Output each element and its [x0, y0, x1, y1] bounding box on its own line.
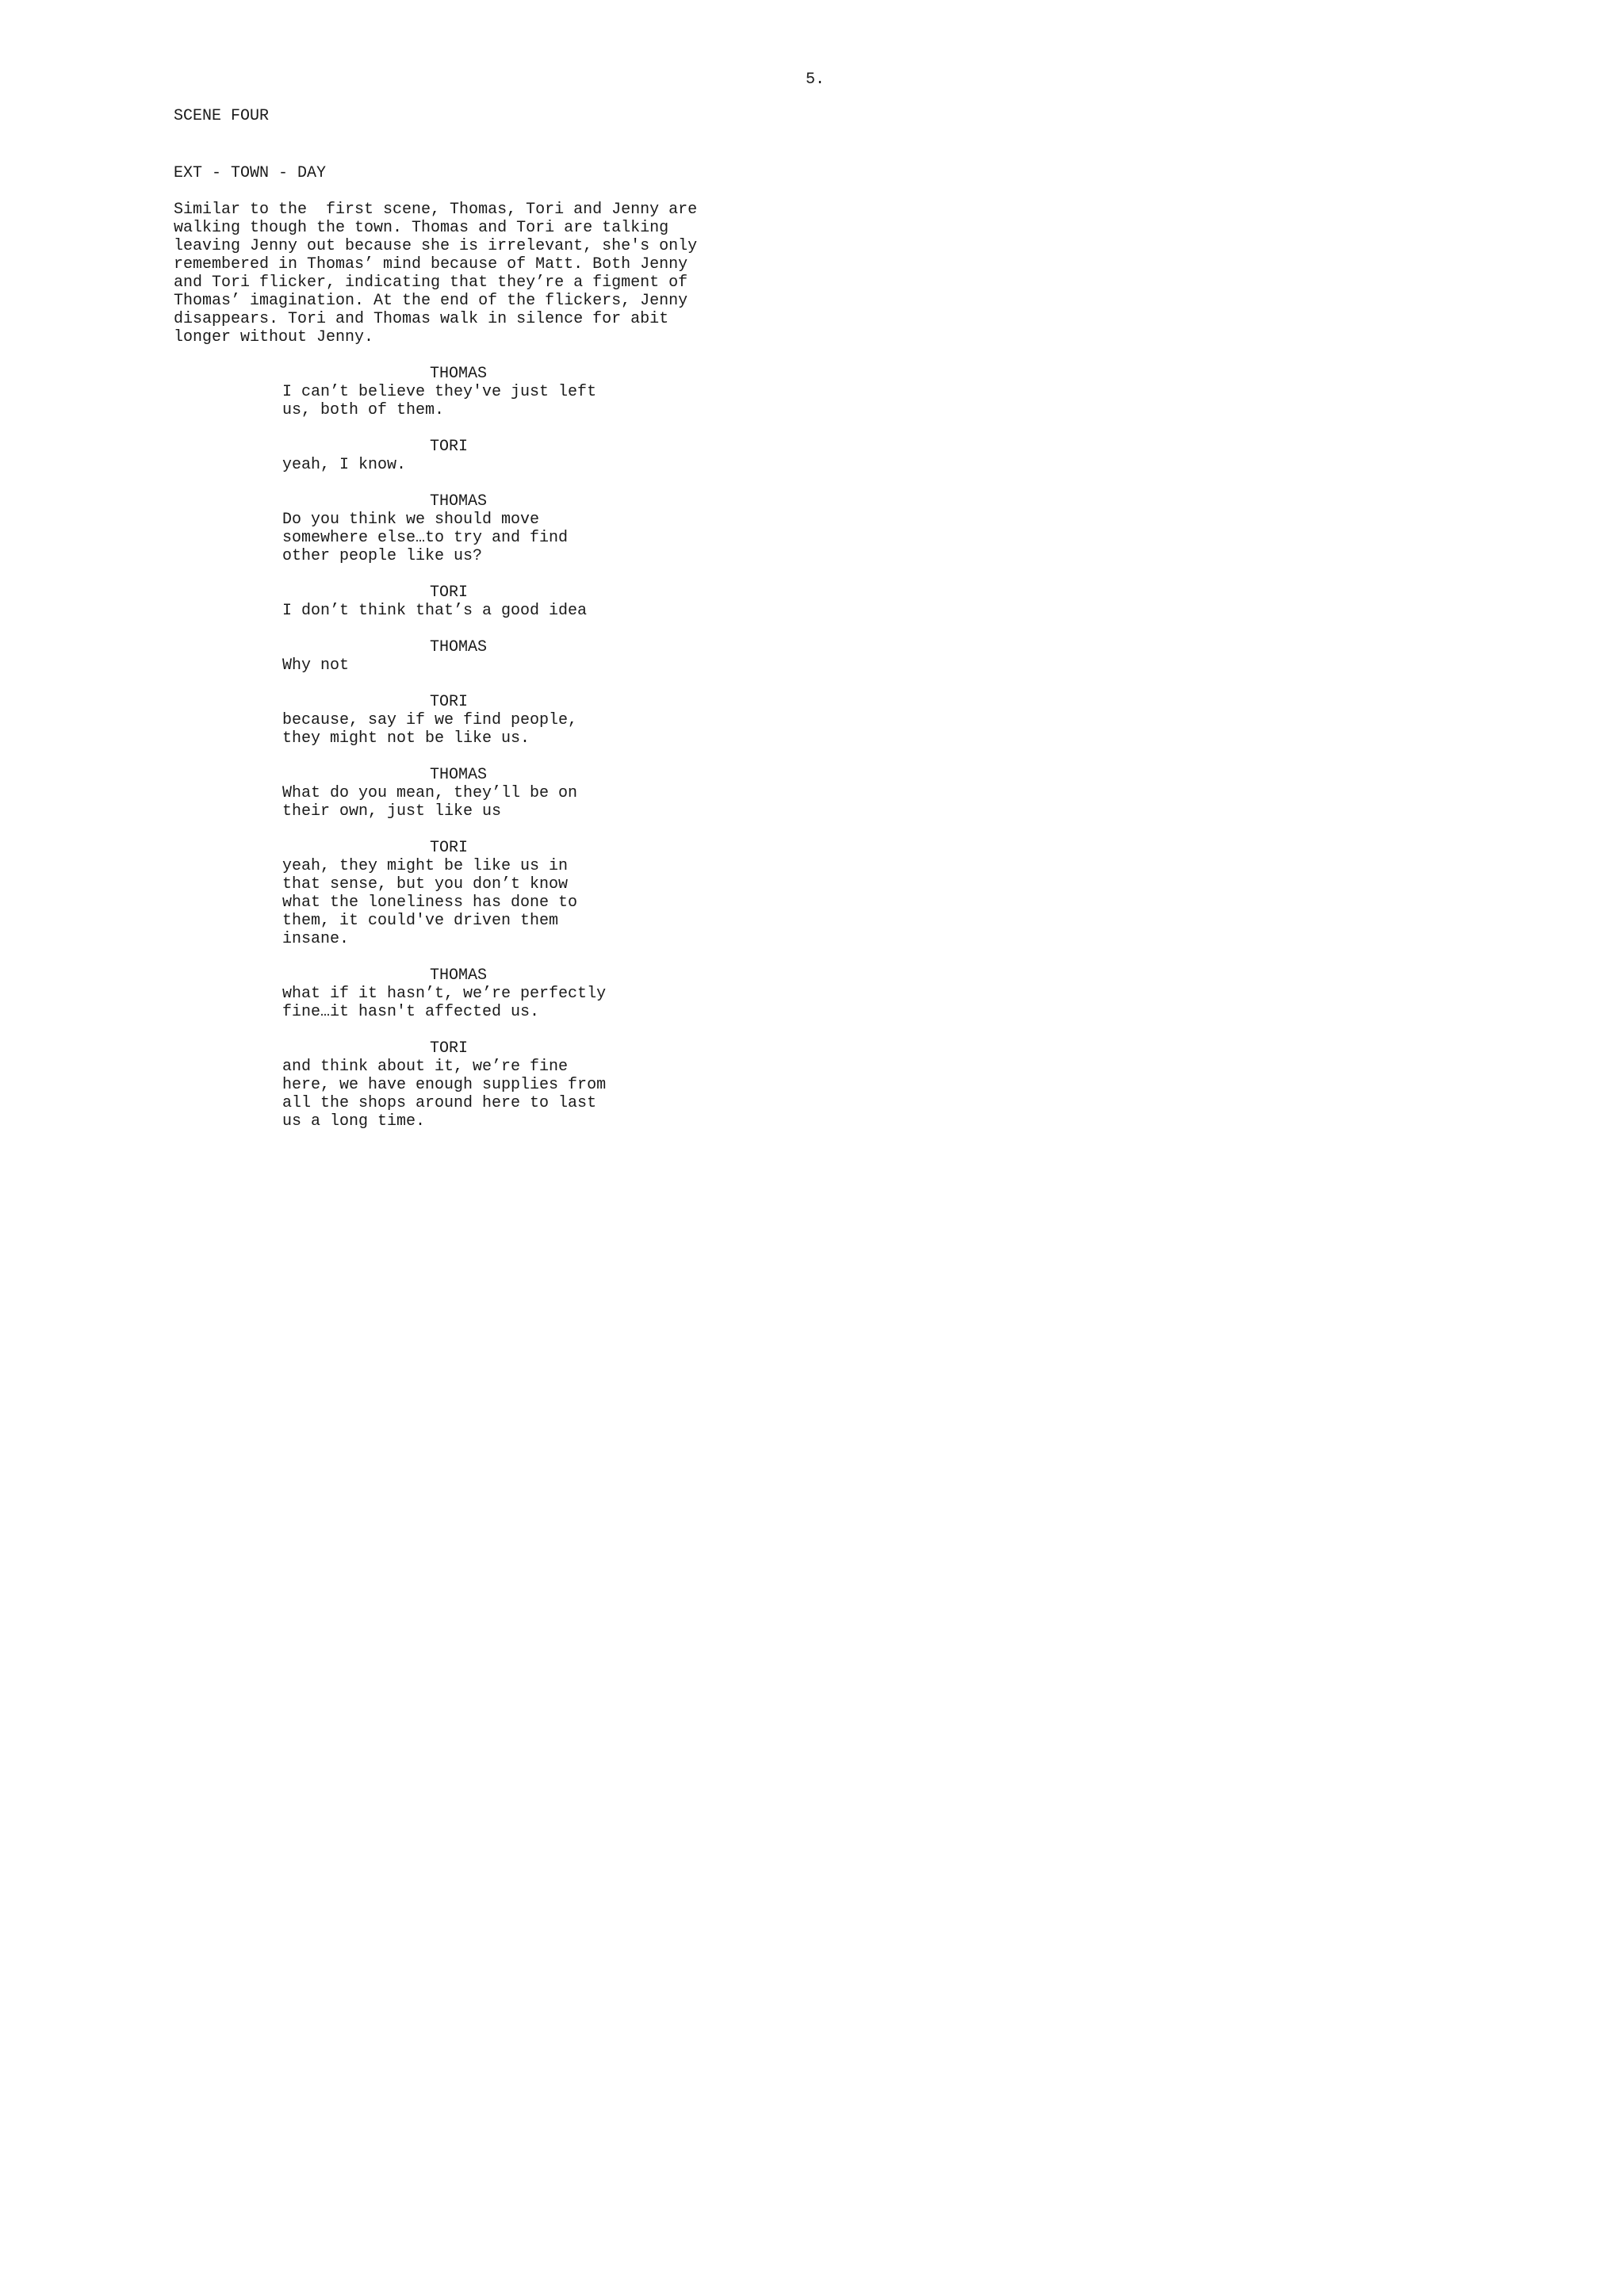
dialogue-block	[0, 584, 872, 620]
character-name: THOMAS	[430, 966, 488, 985]
dialogue-line: us, both of them.	[282, 401, 445, 419]
character-name: TORI	[430, 438, 469, 456]
dialogue-block	[0, 839, 872, 948]
dialogue-line: that sense, but you don’t know	[282, 875, 569, 894]
action-line: longer without Jenny.	[174, 328, 374, 346]
character-name: THOMAS	[430, 766, 488, 784]
dialogue-line: I don’t think that’s a good idea	[282, 602, 588, 620]
character-name: TORI	[430, 1039, 469, 1058]
action-line: disappears. Tori and Thomas walk in silence for abit	[174, 310, 669, 328]
action-paragraph	[174, 201, 776, 346]
dialogue-block	[0, 1039, 872, 1131]
action-line: leaving Jenny out because she is irrelevant, she's only	[174, 237, 698, 255]
dialogue-line: Why not	[282, 656, 350, 675]
dialogue-line: what if it hasn’t, we’re perfectly	[282, 985, 607, 1003]
character-name: THOMAS	[430, 492, 488, 511]
dialogue-line: here, we have enough supplies from	[282, 1076, 607, 1094]
script-page	[0, 0, 872, 1234]
character-name: TORI	[430, 839, 469, 857]
dialogue-block	[0, 966, 872, 1021]
dialogue-line: us a long time.	[282, 1112, 426, 1131]
dialogue-line: What do you mean, they’ll be on	[282, 784, 578, 802]
action-line: remembered in Thomas’ mind because of Matt. Both Jenny	[174, 255, 688, 274]
action-line: Thomas’ imagination. At the end of the flickers, Jenny	[174, 292, 688, 310]
dialogue-line: they might not be like us.	[282, 729, 530, 748]
page-number: 5.	[806, 71, 825, 89]
character-name: THOMAS	[430, 365, 488, 383]
action-line: Similar to the first scene, Thomas, Tori and Jenny are	[174, 201, 698, 219]
dialogue-text	[282, 656, 872, 675]
dialogue-block	[0, 365, 872, 419]
dialogue-text	[282, 857, 872, 948]
dialogue-block	[0, 693, 872, 748]
dialogue-text	[282, 511, 872, 565]
character-name: TORI	[430, 584, 469, 602]
dialogue-line: somewhere else…to try and find	[282, 529, 569, 547]
dialogue-line: and think about it, we’re fine	[282, 1058, 569, 1076]
dialogue-line: because, say if we find people,	[282, 711, 578, 729]
dialogue-text	[282, 602, 872, 620]
dialogue-line: what the loneliness has done to	[282, 894, 578, 912]
dialogue-text	[282, 383, 872, 419]
character-name: THOMAS	[430, 638, 488, 656]
scene-heading: EXT - TOWN - DAY	[174, 164, 327, 182]
dialogue-block	[0, 766, 872, 821]
dialogue-text	[282, 784, 872, 821]
dialogue-line: them, it could've driven them	[282, 912, 559, 930]
dialogue-line: other people like us?	[282, 547, 483, 565]
dialogue-line: fine…it hasn't affected us.	[282, 1003, 540, 1021]
dialogue-text	[282, 985, 872, 1021]
dialogue-line: yeah, they might be like us in	[282, 857, 569, 875]
dialogue-block	[0, 638, 872, 675]
dialogue-line: insane.	[282, 930, 350, 948]
dialogue-section	[0, 365, 872, 1149]
dialogue-line: I can’t believe they've just left	[282, 383, 597, 401]
dialogue-block	[0, 438, 872, 474]
action-line: and Tori flicker, indicating that they’re a figment of	[174, 274, 688, 292]
dialogue-line: yeah, I know.	[282, 456, 407, 474]
dialogue-text	[282, 456, 872, 474]
character-name: TORI	[430, 693, 469, 711]
action-line: walking though the town. Thomas and Tori are talking	[174, 219, 669, 237]
dialogue-line: all the shops around here to last	[282, 1094, 597, 1112]
dialogue-text	[282, 1058, 872, 1131]
dialogue-line: Do you think we should move	[282, 511, 540, 529]
dialogue-text	[282, 711, 872, 748]
dialogue-block	[0, 492, 872, 565]
dialogue-line: their own, just like us	[282, 802, 502, 821]
scene-title: SCENE FOUR	[174, 107, 270, 125]
